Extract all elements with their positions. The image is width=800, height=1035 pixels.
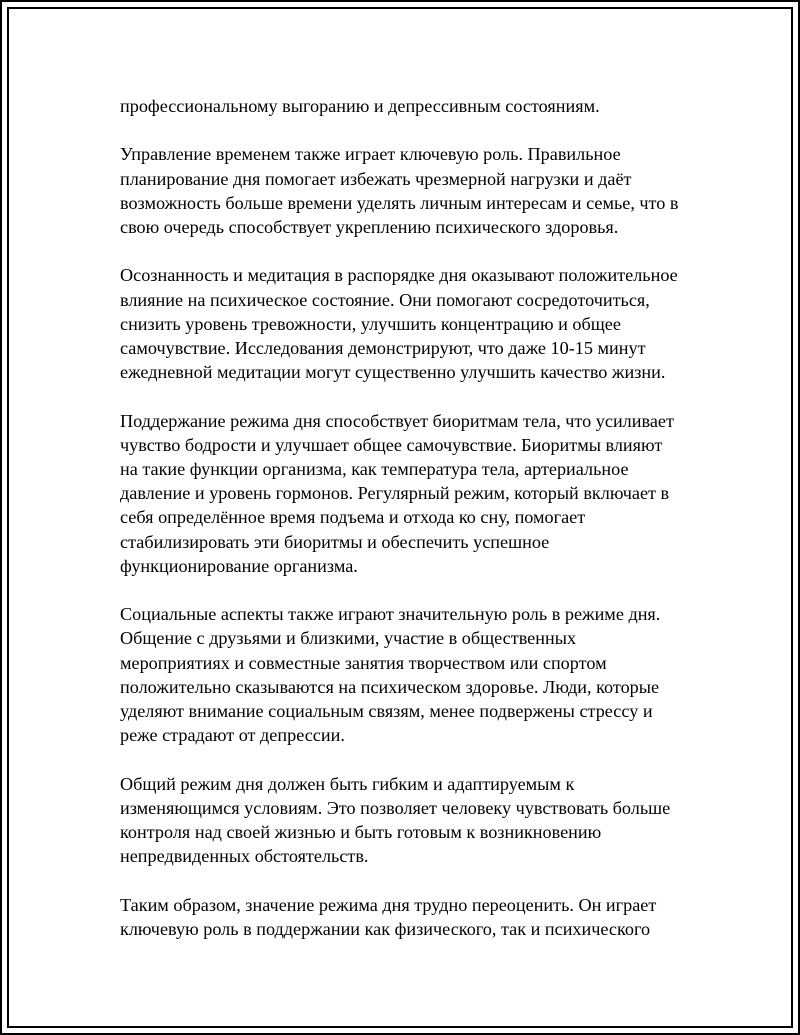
text-line: положительно сказываются на психическом здоровье. Люди, которые bbox=[120, 676, 660, 697]
text-line: изменяющимся условиям. Это позволяет человеку чувствовать больше bbox=[120, 797, 671, 818]
text-line: ежедневной медитации могут существенно улучшить качество жизни. bbox=[120, 362, 666, 383]
text-line: на такие функции организма, как температура тела, артериальное bbox=[120, 459, 629, 479]
text-line: Управление временем также играет ключевую роль. Правильное bbox=[120, 144, 621, 165]
text-line: давление и уровень гормонов. Регулярный режим, который включает в bbox=[120, 483, 670, 504]
document-body bbox=[120, 94, 720, 965]
text-line: реже страдают от депрессии. bbox=[120, 725, 345, 746]
text-line: Общение с друзьями и близкими, участие в общественных bbox=[120, 628, 577, 649]
text-line: Осознанность и медитация в распорядке дня оказывают положительное bbox=[120, 265, 678, 286]
text-line: свою очередь способствует укреплению психического здоровья. bbox=[120, 217, 619, 237]
text-line: Социальные аспекты также играют значительную роль в режиме дня. bbox=[120, 604, 661, 625]
paragraph-2 bbox=[120, 142, 720, 239]
text-line: Поддержание режима дня способствует биоритмам тела, что усиливает bbox=[120, 410, 674, 431]
text-line: самочувствие. Исследования демонстрируют, что даже 10-15 минут bbox=[120, 338, 646, 358]
text-line: уделяют внимание социальным связям, менее подвержены стрессу и bbox=[120, 701, 653, 722]
paragraph-7 bbox=[120, 893, 720, 941]
paragraph-1 bbox=[120, 94, 720, 118]
text-line: влияние на психическое состояние. Они помогают сосредоточиться, bbox=[120, 289, 650, 310]
paragraph-4 bbox=[120, 409, 720, 578]
text-line: Таким образом, значение режима дня трудно переоценить. Он играет bbox=[120, 894, 657, 915]
text-line: функционирование организма. bbox=[120, 555, 358, 576]
text-line: себя определённое время подъема и отхода ко сну, помогает bbox=[120, 507, 586, 528]
text-line: снизить уровень тревожности, улучшить концентрацию и общее bbox=[120, 313, 621, 334]
text-line: стабилизировать эти биоритмы и обеспечить успешное bbox=[120, 531, 550, 552]
text-line: профессиональному выгоранию и депрессивным состояниям. bbox=[120, 96, 600, 116]
text-line: мероприятиях и совместные занятия творчеством или спортом bbox=[120, 652, 607, 673]
text-line: непредвиденных обстоятельств. bbox=[120, 846, 369, 867]
text-line: чувство бодрости и улучшает общее самочувствие. Биоритмы влияют bbox=[120, 434, 663, 455]
text-line: ключевую роль в поддержании как физического, так и психического bbox=[120, 918, 651, 939]
paragraph-3 bbox=[120, 263, 720, 384]
text-line: возможность больше времени уделять личным интересам и семье, что в bbox=[120, 192, 679, 213]
text-line: контроля над своей жизнью и быть готовым к возникновению bbox=[120, 822, 602, 843]
paragraph-6 bbox=[120, 772, 720, 869]
text-line: планирование дня помогает избежать чрезмерной нагрузки и даёт bbox=[120, 168, 632, 189]
paragraph-5 bbox=[120, 602, 720, 747]
text-line: Общий режим дня должен быть гибким и адаптируемым к bbox=[120, 773, 575, 794]
